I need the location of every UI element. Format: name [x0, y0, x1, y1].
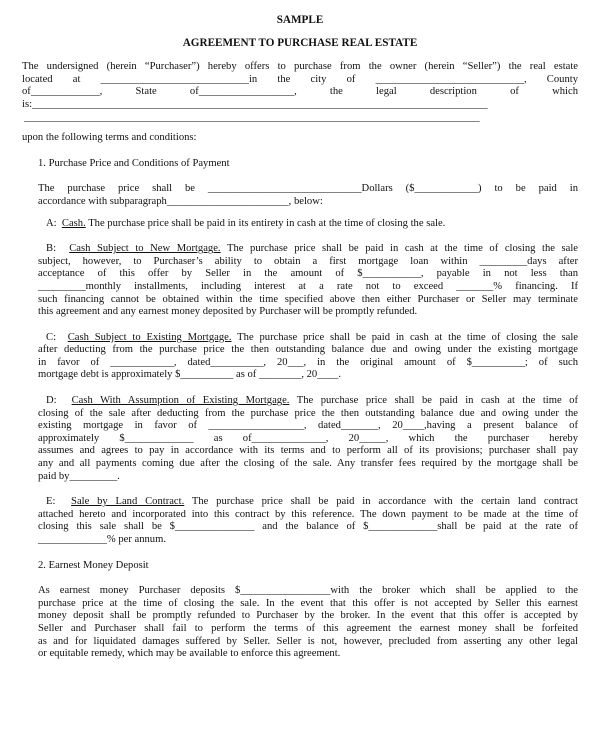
section-1-line: The purchase price shall be _____________________________Dollars ($____________) to be paid in: [38, 183, 578, 195]
paragraph-b-line: subject, however, to Purchaser’s ability to obtain a first mortgage loan within _________days after: [38, 255, 578, 267]
paragraph-d-line: existing mortgage in favor of __________________, dated_______, 20____,having a present balance of: [38, 420, 578, 432]
document-subtitle: AGREEMENT TO PURCHASE REAL ESTATE: [182, 36, 418, 49]
paragraph-e-label: Sale by Land Contract.: [71, 496, 185, 508]
intro-line: is:______________________________________________________________________________________: [22, 98, 488, 110]
paragraph-d: [22, 395, 578, 483]
paragraph-b-label: Cash Subject to New Mortgage.: [69, 243, 221, 255]
paragraph-c-line: in favor of ____________, dated__________, 20___, in the original amount of $__________; of such: [38, 356, 578, 368]
paragraph-e-text: The purchase price shall be paid in accordance with the certain land contract: [184, 496, 579, 508]
intro-line: upon the following terms and conditions:: [22, 132, 197, 144]
intro-line: of_____________, State of__________________, the legal description of which: [22, 86, 578, 98]
paragraph-e-line: _____________% per annum.: [38, 534, 166, 545]
paragraph-b: [22, 243, 578, 319]
intro-line: The undersigned (herein “Purchaser”) hereby offers to purchase from the owner (herein “Seller”) the real estate: [22, 61, 578, 73]
paragraph-c-line: after deducting from the purchase price the then outstanding balance due and owing under the existing mortgage: [38, 344, 578, 356]
paragraph-d-text: The purchase price shall be paid in cash at the time of: [289, 395, 578, 407]
paragraph-b-text: The purchase price shall be paid in cash at the time of closing the sale: [220, 243, 579, 255]
paragraph-b-line: B: Cash Subject to New Mortgage. The purchase price shall be paid in cash at the time of closing the sale: [46, 243, 579, 255]
section-2-line: money deposit shall be promptly refunded to Purchaser by the broker. In the event that this offer is accepted by: [38, 610, 578, 622]
paragraph-b-line: _________monthly installments, including interest at a rate not to exceed _______% financing. If: [38, 280, 578, 292]
intro-line: ______________________________________________________________________________________: [24, 111, 480, 123]
paragraph-b-line: acceptance of this offer by Seller in the amount of $___________, payable in not less than: [38, 268, 578, 280]
section-2-heading: 2. Earnest Money Deposit: [38, 559, 149, 571]
paragraph-d-label: Cash With Assumption of Existing Mortgage.: [71, 395, 290, 407]
paragraph-c-label: Cash Subject to Existing Mortgage.: [67, 331, 232, 343]
document-title: SAMPLE: [276, 14, 324, 26]
intro-paragraph: [22, 61, 578, 145]
paragraph-d-line: closing of the sale after deducting from the purchase price the then outstanding balance due and owing under the: [38, 407, 578, 419]
paragraph-c-line: mortgage debt is approximately $__________ as of ________, 20____.: [38, 369, 342, 381]
section-1-line: accordance with subparagraph_______________________, below:: [38, 195, 323, 207]
section-2-paragraph: [22, 585, 578, 661]
paragraph-e-line: closing this sale shall be $_______________ and the balance of $_____________shall be paid at the rate of: [38, 521, 578, 533]
section-2-line: Seller and Purchaser shall fail to perform the terms of this agreement the earnest money shall be forfeited: [38, 622, 578, 634]
paragraph-c-text: The purchase price shall be paid in cash at the time of closing the sale: [231, 331, 579, 343]
paragraph-d-line: paid by_________.: [38, 470, 120, 482]
paragraph-c-line: C: Cash Subject to Existing Mortgage. The purchase price shall be paid in cash at the time of closing the sale: [46, 331, 579, 343]
section-2-line: As earnest money Purchaser deposits $_________________with the broker which shall be applied to the: [38, 585, 578, 597]
intro-line: located at ____________________________in the city of ____________________________, County: [22, 73, 578, 85]
paragraph-b-line: such financing cannot be obtained within the time specified above then either Purchaser or Seller may terminate: [38, 293, 578, 305]
paragraph-d-line: any and all payments coming due after the closing of the sale. Any transfer fees required by the mortgage shall be: [38, 458, 578, 470]
section-2-line: as and for liquidated damages suffered by Seller. Seller is not, however, precluded from asserting any other legal: [38, 635, 578, 647]
section-1-paragraph: [22, 183, 578, 208]
paragraph-a-text: The purchase price shall be paid in its entirety in cash at the time of closing the sale.: [85, 217, 446, 229]
paragraph-a: A: Cash. The purchase price shall be paid in its entirety in cash at the time of closing the sale.: [46, 217, 446, 229]
paragraph-c: [22, 332, 578, 382]
section-1-heading: 1. Purchase Price and Conditions of Payment: [38, 157, 230, 169]
section-2-line: purchase price at the time of closing the sale. In the event that this offer is not accepted by Seller this earnest: [38, 597, 578, 609]
paragraph-b-line: this agreement and any earnest money deposited by Purchaser will be promptly refunded.: [38, 306, 418, 318]
paragraph-d-line: D: Cash With Assumption of Existing Mortgage. The purchase price shall be paid in cash at the time of: [46, 395, 578, 407]
section-2-line: or equitable remedy, which may be available to enforce this agreement.: [38, 648, 341, 660]
paragraph-d-line: assumes and agrees to pay in accordance with its terms and to perform all of its provisions; purchaser shall pay: [38, 445, 578, 457]
paragraph-d-line: approximately $_____________ as of______________, 20_____, which the purchaser hereby: [38, 432, 578, 444]
paragraph-a-label: Cash.: [61, 217, 86, 229]
paragraph-e: [22, 496, 578, 546]
paragraph-e-line: E: Sale by Land Contract. The purchase price shall be paid in accordance with the certain land contract: [46, 496, 579, 508]
paragraph-e-line: attached hereto and incorporated into this contract by this reference. The down payment to be made at the time of: [38, 508, 578, 520]
